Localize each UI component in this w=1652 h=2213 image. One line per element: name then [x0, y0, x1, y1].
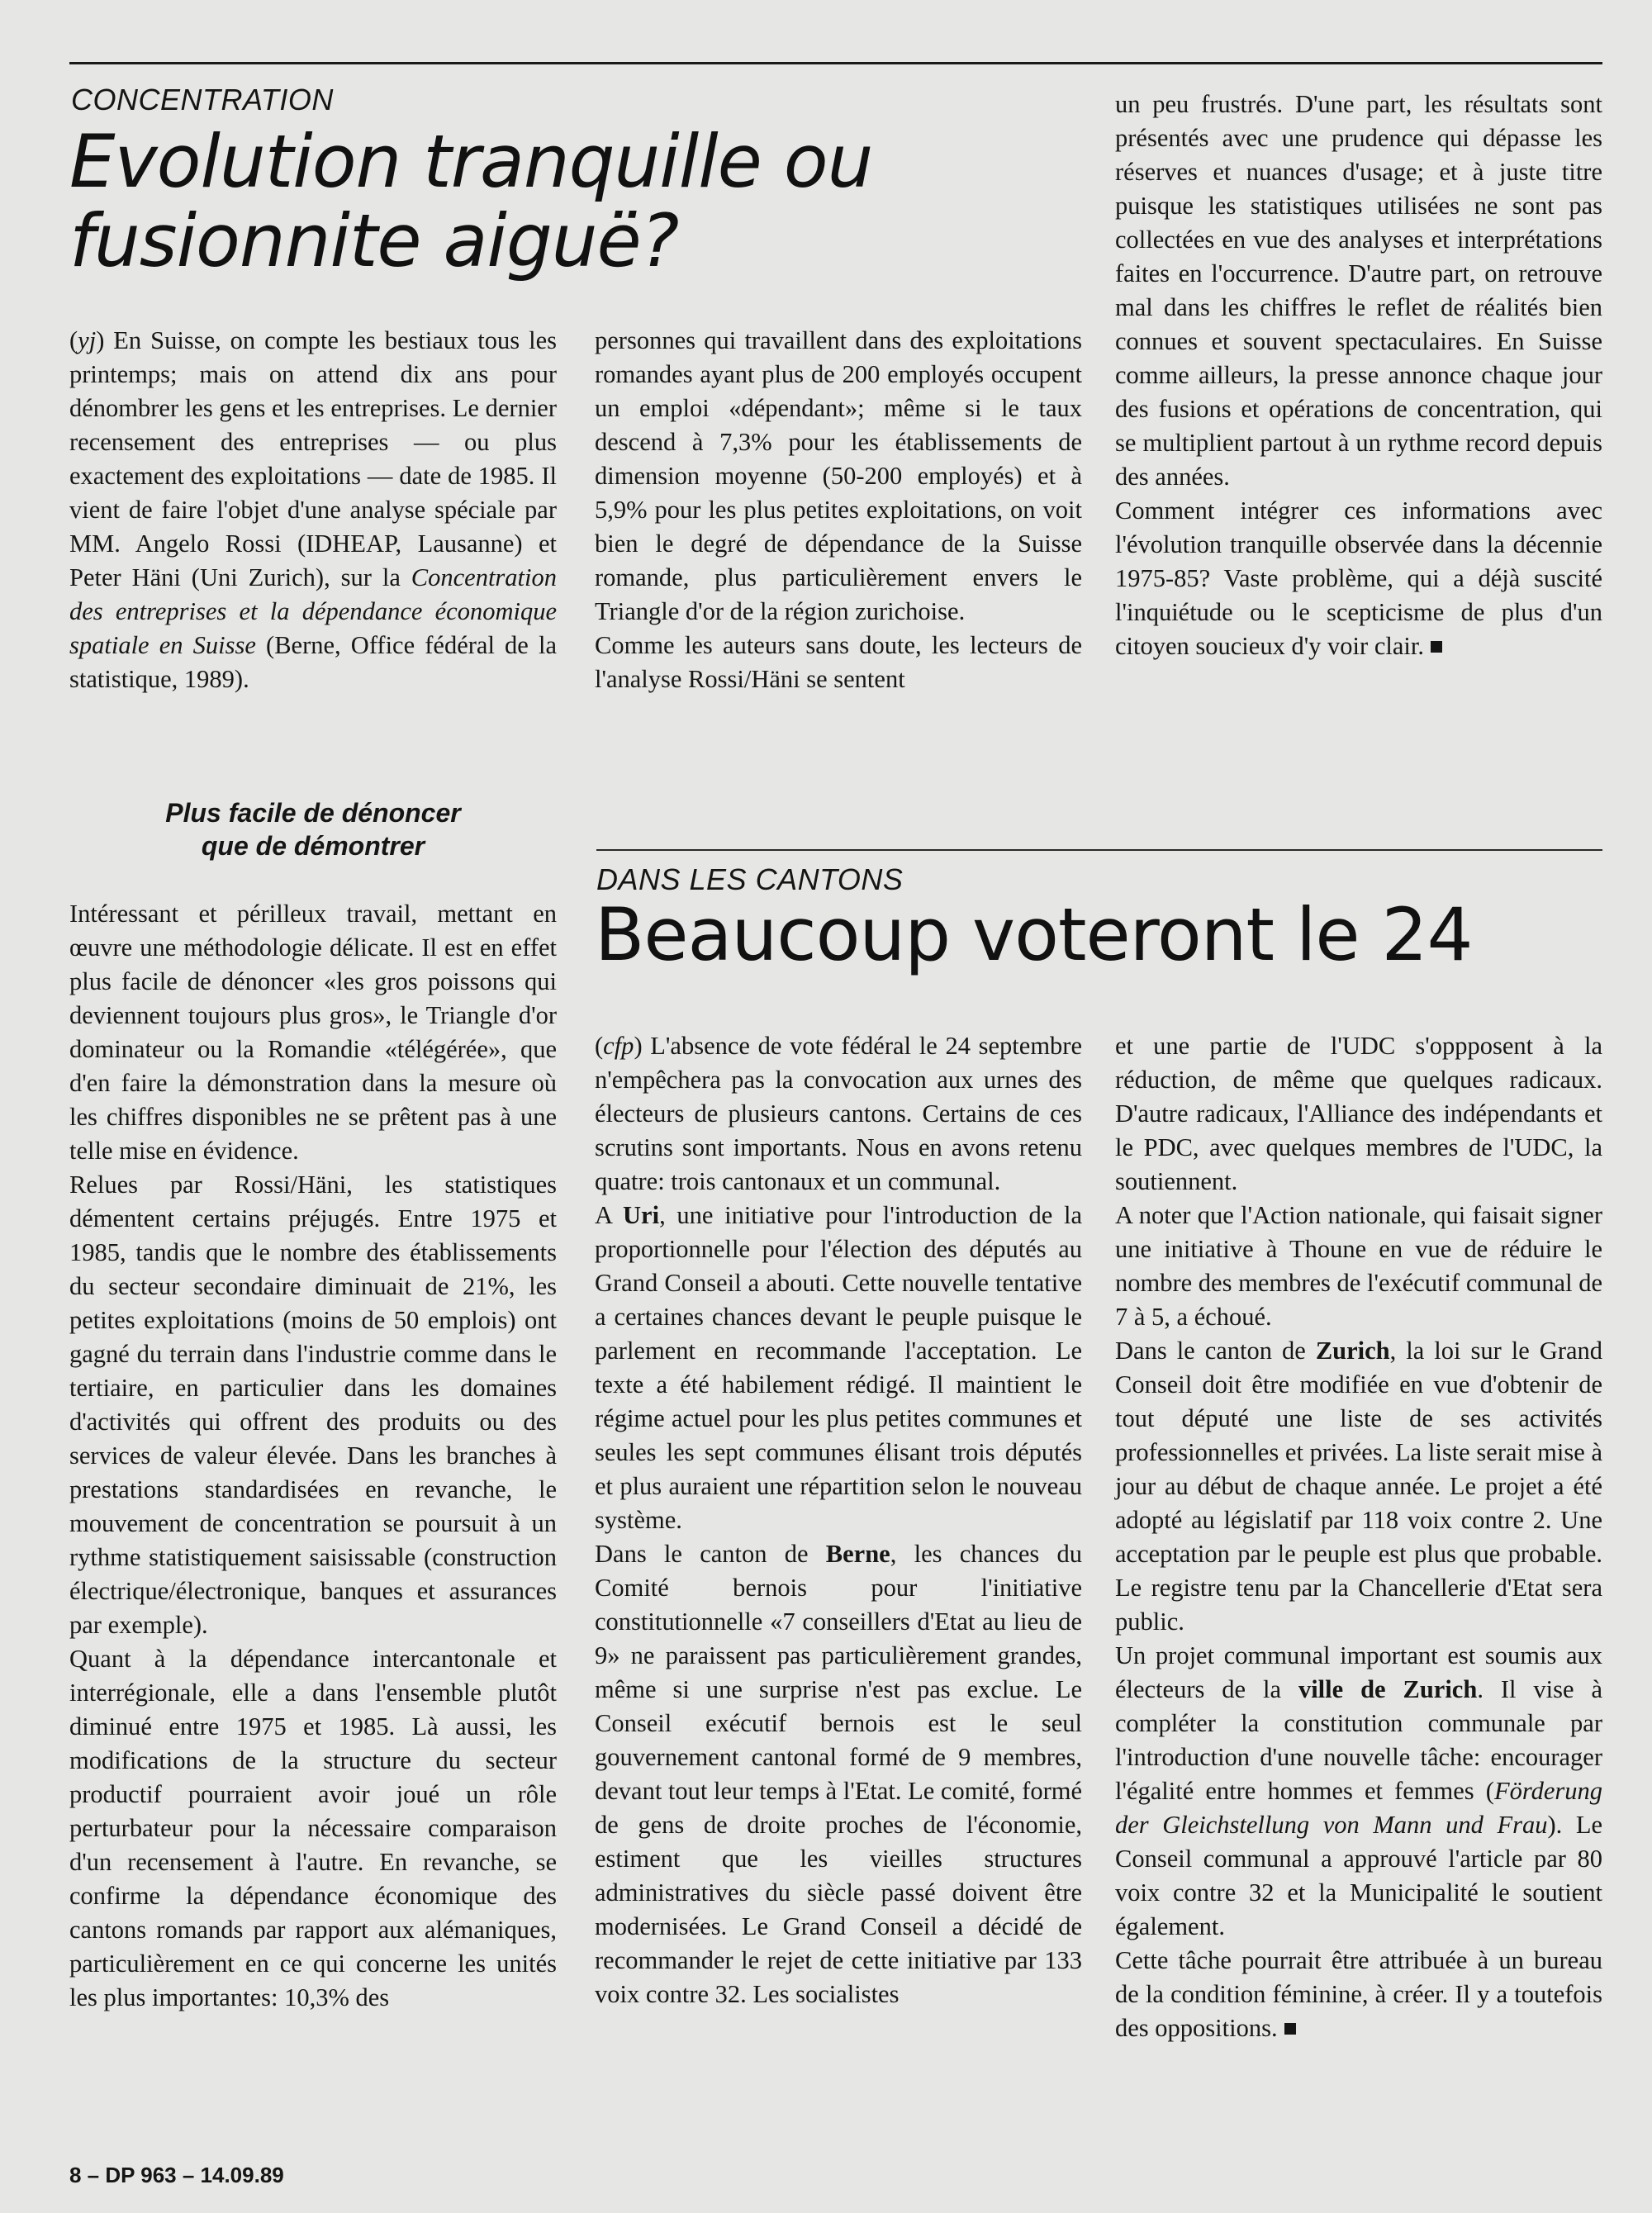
- article2-paragraph8: Cette tâche pourrait être attribuée à un bureau de la condition féminine, à créer. Il y a toutefois des oppositions.: [1115, 1946, 1602, 2042]
- article1-paragraph1: (yj) En Suisse, on compte les bestiaux tous les printemps; mais on attend dix ans pour dénombrer les gens et les entreprises. Le dernier recensement des entreprises — ou plus exactement des exploitations — date de 1985. Il vient de faire l'objet d'une analyse spéciale par MM. Angelo Rossi (IDHEAP, Lausanne) et Peter Häni (Uni Zurich), sur la Concentration des entreprises et la dépendance économique spatiale en Suisse (Berne, Office fédéral de la statistique, 1989).: [69, 326, 557, 693]
- article1-headline: [69, 119, 873, 283]
- article1-kicker: CONCENTRATION: [71, 83, 334, 116]
- page-folio: 8 – DP 963 – 14.09.89: [69, 2163, 284, 2187]
- canton-zurich: Zurich: [1315, 1337, 1390, 1365]
- article1-column1-upper: [69, 324, 557, 696]
- article1-column2: [595, 324, 1082, 696]
- article1-paragraph4: Quant à la dépendance intercantonale et interrégionale, elle a dans l'ensemble plutôt diminué entre 1975 et 1985. Là aussi, les modifications de la structure du secteur productif pourraient avoir joué un rôle perturbateur pour la nécessaire comparaison d'un recensement à l'autre. En revanche, se confirme la dépendance économique des cantons romands par rapport aux alémaniques, particulièrement en ce qui concerne les unités les plus importantes: 10,3% des: [69, 1645, 557, 2011]
- article1-column1-lower: [69, 897, 557, 2015]
- end-of-article-mark: [1284, 2023, 1296, 2035]
- article2-headline: [595, 892, 1473, 977]
- article2-headline-line1: Beaucoup voteront le 24: [595, 892, 1473, 977]
- article1-subhead-line2: que de démontrer: [201, 831, 425, 861]
- article2-paragraph1: (cfp) L'absence de vote fédéral le 24 septembre n'empêchera pas la convocation aux urnes des électeurs de plusieurs cantons. Certains de ces scrutins sont importants. Nous en avons retenu quatre: trois cantonaux et un communal.: [595, 1032, 1082, 1195]
- canton-uri: Uri: [623, 1201, 660, 1229]
- article1-author-initials: yj: [78, 326, 97, 354]
- article2-column1: [595, 1029, 1082, 2011]
- study-title: Concentration des entreprises et la dépendance économique spatiale en Suisse: [69, 563, 557, 659]
- article2-paragraph3: Dans le canton de Berne, les chances du Comité bernois pour l'initiative constitutionnelle «7 conseillers d'Etat au lieu de 9» ne paraissent pas particulièrement grandes, même si une surprise n'est pas exclue. Le Conseil exécutif bernois est le seul gouvernement cantonal formé de 9 membres, devant tout leur temps à l'Etat. Le comité, formé de gens de droite proches de l'économie, estiment que les vieilles structures administratives du siècle passé doivent être modernisées. Le Grand Conseil a décidé de recommander le rejet de cette initiative par 133 voix contre 32. Les socialistes: [595, 1540, 1082, 2008]
- article1-headline-line2: fusionnite aiguë?: [69, 198, 679, 283]
- article1-paragraph6: Comme les auteurs sans doute, les lecteurs de l'analyse Rossi/Häni se sentent: [595, 631, 1082, 693]
- article1-column3: [1115, 88, 1602, 663]
- article2-paragraph5: A noter que l'Action nationale, qui faisait signer une initiative à Thoune en vue de réduire le nombre des membres de l'exécutif communal de 7 à 5, a échoué.: [1115, 1201, 1602, 1331]
- article1-paragraph7: un peu frustrés. D'une part, les résultats sont présentés avec une prudence qui dépasse les réserves et nuances d'usage; et à juste titre puisque les statistiques utilisées ne sont pas collectées en vue des analyses et interprétations faites en l'occurrence. D'autre part, on retrouve mal dans les chiffres le reflet de réalités bien connues et souvent spectaculaires. En Suisse comme ailleurs, la presse annonce chaque jour des fusions et opérations de concentration, qui se multiplient partout à un rythme record depuis des années.: [1115, 90, 1602, 491]
- article2-paragraph7: Un projet communal important est soumis aux électeurs de la ville de Zurich. Il vise à compléter la constitution communale par l'introduction d'une nouvelle tâche: encourager l'égalité entre hommes et femmes (Förderung der Gleichstellung von Mann und Frau). Le Conseil communal a approuvé l'article par 80 voix contre 32 et la Municipalité le soutient également.: [1115, 1641, 1602, 1940]
- article1-paragraph8: Comment intégrer ces informations avec l'évolution tranquille observée dans la décennie 1975-85? Vaste problème, qui a déjà suscité l'inquiétude ou le scepticisme de plus d'un citoyen soucieux d'y voir clair.: [1115, 496, 1602, 660]
- article2-column2: [1115, 1029, 1602, 2045]
- end-of-article-mark: [1431, 641, 1442, 653]
- article1-paragraph2: Intéressant et périlleux travail, mettant en œuvre une méthodologie délicate. Il est en effet plus facile de dénoncer «les gros poissons qui deviennent toujours plus gros», le Triangle d'or dominateur ou la Romandie «télégérée», que d'en faire la démonstration dans la mesure où les chiffres disponibles ne se prêtent pas à une telle mise en évidence.: [69, 900, 557, 1165]
- city-of-zurich: ville de Zurich: [1298, 1675, 1478, 1703]
- article1-subhead: [69, 796, 557, 862]
- article2-author-initials: cfp: [603, 1032, 634, 1060]
- article1-headline-line1: Evolution tranquille ou: [69, 119, 873, 204]
- article2-paragraph2: A Uri, une initiative pour l'introduction de la proportionnelle pour l'élection des députés au Grand Conseil a abouti. Cette nouvelle tentative a certaines chances devant le peuple puisque le parlement en recommande l'acceptation. Le texte a été habilement rédigé. Il maintient le régime actuel pour les plus petites communes et seules les sept communes élisant trois députés et plus auraient une répartition selon le nouveau système.: [595, 1201, 1082, 1534]
- article1-subhead-line1: Plus facile de dénoncer: [165, 798, 461, 828]
- article2-rule: [596, 849, 1602, 851]
- article2-kicker: DANS LES CANTONS: [596, 862, 904, 896]
- canton-berne: Berne: [825, 1540, 890, 1568]
- article2-paragraph6: Dans le canton de Zurich, la loi sur le Grand Conseil doit être modifiée en vue d'obtenir de tout député une liste de ses activités professionnelles et privées. La liste serait mise à jour au début de chaque année. Le projet a été adopté au législatif par 118 voix contre 2. Une acceptation par le peuple est plus que probable. Le registre tenu par la Chancellerie d'Etat sera public.: [1115, 1337, 1603, 1636]
- german-quote: Förderung der Gleichstellung von Mann und Frau: [1115, 1777, 1602, 1839]
- article1-paragraph3: Relues par Rossi/Häni, les statistiques démentent certains préjugés. Entre 1975 et 1985, tandis que le nombre des établissements du secteur secondaire diminuait de 21%, les petites exploitations (moins de 50 emplois) ont gagné du terrain dans l'industrie comme dans le tertiaire, en particulier dans les domaines d'activités qui offrent des produits ou des services de valeur élevée. Dans les branches à prestations standardisées en revanche, le mouvement de concentration se poursuit à un rythme statistiquement saisissable (construction électrique/électronique, banques et assurances par exemple).: [69, 1171, 557, 1639]
- article2-paragraph4: et une partie de l'UDC s'oppposent à la réduction, de même que quelques radicaux. D'autre radicaux, l'Alliance des indépendants et le PDC, avec quelques membres de l'UDC, la soutiennent.: [1115, 1032, 1602, 1195]
- top-rule: [69, 62, 1602, 64]
- article1-paragraph5: personnes qui travaillent dans des exploitations romandes ayant plus de 200 employés occupent un emploi «dépendant»; même si le taux descend à 7,3% pour les établissements de dimension moyenne (50-200 employés) et à 5,9% pour les plus petites exploitations, on voit bien le degré de dépendance de la Suisse romande, plus particulièrement envers le Triangle d'or de la région zurichoise.: [595, 326, 1082, 625]
